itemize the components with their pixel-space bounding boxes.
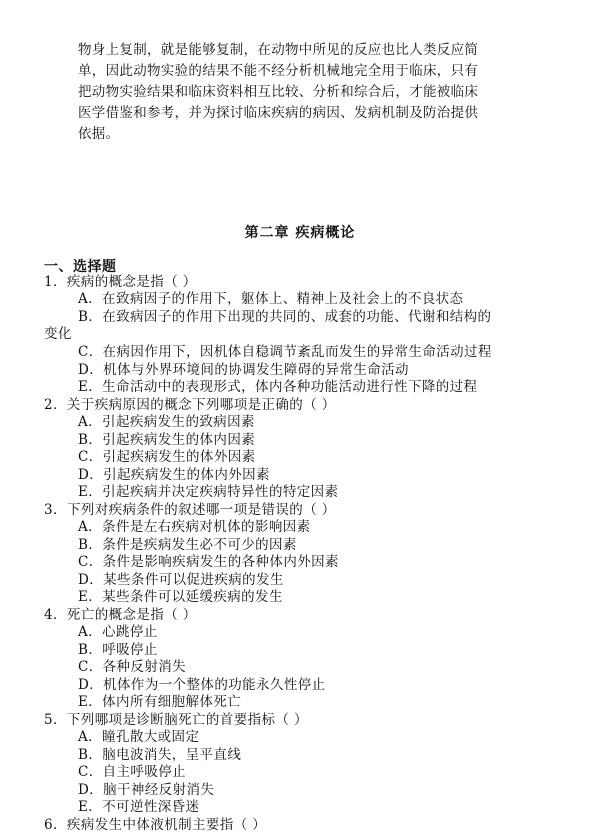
question-option: E．体内所有细胞解体死亡 [78,694,242,710]
question-option: B．引起疾病发生的体内因素 [78,432,256,448]
question-option: E．不可逆性深昏迷 [78,799,200,815]
question-option: A．引起疾病发生的致病因素 [78,414,255,430]
intro-line: 物身上复制，就是能够复制，在动物中所见的反应也比人类反应简 [78,42,479,58]
intro-line: 依据。 [78,126,120,142]
intro-paragraph [78,40,540,145]
question-option: D．机体作为一个整体的功能永久性停止 [78,677,326,693]
question-option: C．引起疾病发生的体外因素 [78,449,256,465]
question-stem: 5．下列哪项是诊断脑死亡的首要指标（ ） [44,712,308,728]
question-stem: 6．疾病发生中体液机制主要指（ ） [44,817,267,833]
question-option: D．脑干神经反射消失 [78,782,215,798]
question-option: A．在致病因子的作用下，躯体上、精神上及社会上的不良状态 [78,291,464,307]
intro-line: 单，因此动物实验的结果不能不经分析机械地完全用于临床，只有 [78,63,479,79]
question-option: E．某些条件可以延缓疾病的发生 [78,589,283,605]
question-option: B．呼吸停止 [78,642,158,658]
question-option: D．引起疾病发生的体内外因素 [78,467,270,483]
question-stem: 2．关于疾病原因的概念下列哪项是正确的（ ） [44,397,336,413]
question-option: C．条件是影响疾病发生的各种体内外因素 [78,554,339,570]
question-option: C．在病因作用下，因机体自稳调节紊乱而发生的异常生命活动过程 [78,344,492,360]
question-option: E．生命活动中的表现形式，体内各种功能活动进行性下降的过程 [78,379,478,395]
question-stem: 3．下列对疾病条件的叙述哪一项是错误的（ ） [44,502,336,518]
question-option: D．机体与外界环境间的协调发生障碍的异常生命活动 [78,362,409,378]
question-option: A．条件是左右疾病对机体的影响因素 [78,519,311,535]
question-option: A．心跳停止 [78,624,158,640]
chapter-title: 第二章 疾病概论 [244,225,356,241]
question-option: A．瞳孔散大或固定 [78,729,200,745]
question-stem: 4．死亡的概念是指（ ） [44,607,197,623]
question-option: B．脑电波消失，呈平直线 [78,747,242,763]
question-stem: 1．疾病的概念是指（ ） [44,274,197,290]
intro-line: 医学借鉴和参考，并为探讨临床疾病的病因、发病机制及防治提供 [78,105,479,121]
question-option-continuation: 变化 [44,326,72,342]
question-option: C．各种反射消失 [78,659,187,675]
intro-line: 把动物实验结果和临床资料相互比较、分析和综合后，才能被临床 [78,84,479,100]
question-option: E．引起疾病并决定疾病特异性的特定因素 [78,484,339,500]
question-option: D．某些条件可以促进疾病的发生 [78,572,284,588]
question-option: C．自主呼吸停止 [78,764,187,780]
section-title: 一、选择题 [44,259,117,275]
question-option: B．在致病因子的作用下出现的共同的、成套的功能、代谢和结构的 [78,309,492,325]
question-option: B．条件是疾病发生必不可少的因素 [78,537,297,553]
